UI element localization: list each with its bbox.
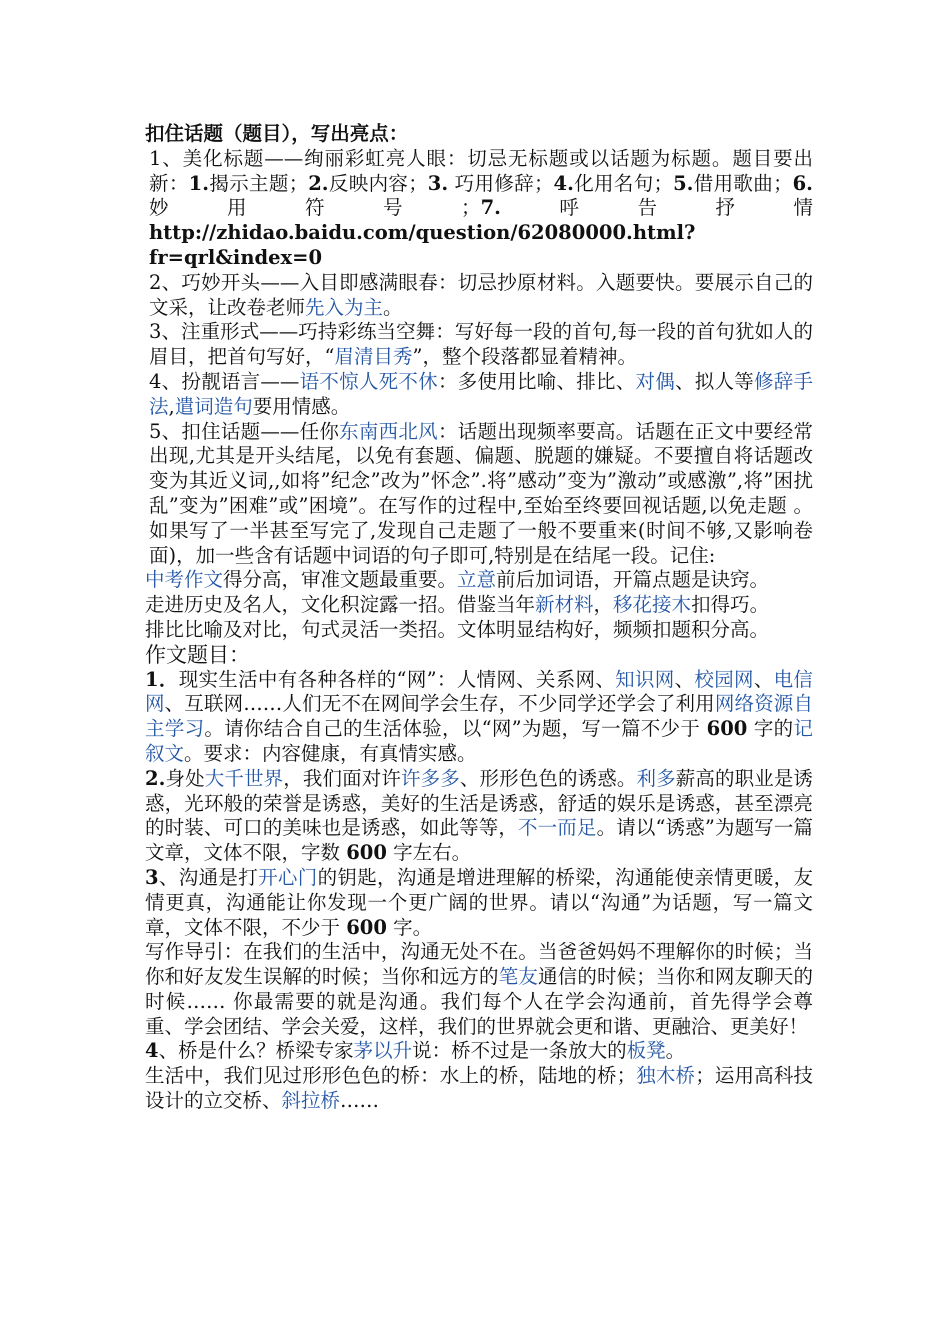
keyword-link[interactable]: 中考作文: [145, 568, 224, 592]
keyword-link[interactable]: 板凳: [626, 1039, 666, 1063]
text-run: 、互联网……人们无不在网间学会生存，不少同学还学会了利用: [164, 692, 715, 716]
text-run: 5、扣住话题——任你: [149, 419, 340, 443]
text-run: 得分高，审准文题最重要。: [223, 568, 458, 592]
keyword-link[interactable]: 东南西北风: [339, 419, 438, 443]
text-run: 3.: [427, 171, 449, 195]
keyword-link[interactable]: 独木桥: [636, 1064, 696, 1088]
paragraph: [145, 866, 813, 940]
paragraph: [145, 767, 813, 866]
paragraph: [145, 668, 813, 767]
text-run: 1．: [145, 667, 179, 691]
text-run: 、桥是什么？桥梁专家: [158, 1039, 354, 1063]
text-run: 反映内容；: [328, 171, 428, 195]
paragraph: [145, 122, 813, 147]
text-run: 6.: [792, 171, 813, 195]
paragraph: [145, 420, 813, 569]
keyword-link[interactable]: 立意: [457, 568, 497, 592]
keyword-link[interactable]: 眉清目秀: [334, 345, 413, 369]
paragraph: [145, 643, 813, 668]
paragraph: [145, 370, 813, 420]
text-run: 3、注重形式——巧持彩练当空舞：写好每一段的首句,每一段的首句犹如人的眉目，把首句写好，“: [149, 320, 813, 369]
text-run: 。要求：内容健康，有真情实感。: [184, 741, 477, 765]
text-run: 现实生活中有各种各样的“网”：人情网、关系网、: [178, 667, 616, 691]
text-run: 。: [665, 1039, 686, 1063]
text-run: 。: [383, 295, 403, 319]
text-run: ：多使用比喻、排比、: [437, 369, 636, 393]
text-run: 2.: [145, 766, 166, 790]
text-run: 7.: [480, 196, 501, 220]
text-run: 2、巧妙开头——入目即感满眼春：切忌抄原材料。入题要快。要展示自己的文采，让改卷老师: [149, 270, 813, 319]
text-run: 通信的时候；当你和网友聊天的时候…… 你最需要的就是沟通。我们每个人在学会沟通前，首先得学会尊重、学会团结、学会关爱，这样，我们的世界就会更和谐、更融洽、更美好！: [145, 965, 813, 1038]
text-run: 600: [346, 841, 387, 865]
text-run: 、沟通是打: [158, 865, 259, 889]
text-run: 借用歌曲；: [693, 171, 793, 195]
text-run: 巧用修辞；: [448, 171, 554, 195]
keyword-link[interactable]: 新材料: [535, 593, 594, 617]
text-run: 1.: [188, 171, 210, 195]
text-run: ”，整个段落都显着精神。: [412, 345, 637, 369]
keyword-link[interactable]: 移花接木: [613, 593, 692, 617]
text-run: 3: [145, 865, 159, 889]
text-run: 、形形色色的诱惑。: [459, 766, 637, 790]
text-run: ；运用高科技设计的立交桥、: [145, 1064, 813, 1113]
text-run: 600: [346, 915, 387, 939]
text-run: 。请你结合自己的生活体验，以“网”为题，写一篇不少于: [204, 717, 707, 741]
keyword-link[interactable]: 遣词造句: [174, 394, 253, 418]
text-run: 前后加词语，开篇点题是诀窍。: [496, 568, 770, 592]
text-run: 身处: [165, 766, 205, 790]
text-run: 化用名句；: [573, 171, 674, 195]
paragraph: [145, 320, 813, 370]
paragraph: [145, 147, 813, 271]
text-run: ，我们面对许: [283, 766, 401, 790]
keyword-link[interactable]: 许多多: [400, 766, 460, 790]
text-run: 、: [753, 667, 774, 691]
text-run: 扣得巧。: [691, 593, 770, 617]
paragraph: [145, 618, 813, 643]
keyword-link[interactable]: 斜拉桥: [281, 1089, 341, 1113]
text-run: 4: [145, 1039, 159, 1063]
text-run: 5.: [673, 171, 694, 195]
text-run: ，: [593, 593, 614, 617]
keyword-link[interactable]: 先入为主: [305, 295, 384, 319]
keyword-link[interactable]: 记叙文: [145, 717, 813, 765]
text-run: 妙用符号；: [149, 196, 481, 220]
paragraph: [145, 940, 813, 1039]
text-run: 写作导引：在我们的生活中，沟通无处不在。当爸爸妈妈不理解你的时候；当你和好友发生误解的时候；当你和远方的: [145, 940, 813, 989]
keyword-link[interactable]: 语不惊人死不休: [299, 369, 438, 393]
keyword-link[interactable]: 校园网: [694, 667, 754, 691]
text-run: http://zhidao.baidu.com/question/62080000.html?fr=qrl&index=0: [149, 221, 696, 269]
paragraph: [145, 568, 813, 593]
keyword-link[interactable]: 利多: [636, 766, 676, 790]
paragraph: [145, 1039, 813, 1064]
text-run: 扣住话题（题目），写出亮点：: [145, 122, 409, 145]
keyword-link[interactable]: 对偶: [635, 369, 675, 393]
text-run: 说：桥不过是一条放大的: [412, 1039, 627, 1063]
keyword-link[interactable]: 茅以升: [353, 1039, 413, 1063]
text-run: 薪高的职业是诱惑，光环般的荣誉是诱惑，美好的生活是诱惑，舒适的娱乐是诱惑，甚至漂亮的时装、可口的美味也是诱惑，如此等等，: [145, 766, 813, 840]
text-run: 的钥匙，沟通是增进理解的桥梁，沟通能使亲情更暖，友情更真，沟通能让你发现一个更广阔的世界。请以“沟通”为话题，写一篇文章，文体不限，不少于: [145, 865, 813, 939]
text-run: 1、美化标题——绚丽彩虹亮人眼：切忌无标题或以话题为标题。题目要出新：: [149, 146, 813, 195]
paragraph: [145, 593, 813, 618]
text-run: ：话题出现频率要高。话题在正文中要经常出现,尤其是开头结尾，以免有套题、偏题、脱题的嫌疑。不要擅自将话题改变为其近义词,,如将”纪念”改为”怀念”.将”感动”变为”激动”或感激”,将”困扰乱”变为”困难”或”困境”。在写作的过程中,至始至终要回视话题,以免走题 。如果写了一半甚至写完了,发现自己走题了一般不要重来(时间不够,又影响卷面)，加一些含有话题中词语的句子即可,特别是在结尾一段。记住:: [149, 419, 813, 567]
document-body: [145, 122, 813, 1114]
text-run: 字的: [747, 717, 794, 741]
keyword-link[interactable]: 不一而足: [518, 816, 597, 840]
text-run: 字左右。: [386, 841, 472, 865]
text-run: 4.: [553, 171, 574, 195]
text-run: 排比比喻及对比，句式灵活一类招。文体明显结构好，频频扣题积分高。: [145, 617, 770, 641]
text-run: 揭示主题；: [209, 171, 309, 195]
keyword-link[interactable]: 大千世界: [204, 766, 284, 790]
text-run: ,: [168, 394, 175, 418]
text-run: 生活中，我们见过形形色色的桥：水上的桥，陆地的桥；: [145, 1064, 637, 1088]
text-run: 作文题目：: [145, 642, 250, 667]
text-run: 字。: [386, 915, 433, 939]
paragraph: [145, 1064, 813, 1114]
keyword-link[interactable]: 笔友: [498, 965, 539, 989]
text-run: 、拟人等: [674, 369, 754, 393]
paragraph: [145, 271, 813, 321]
text-run: 走进历史及名人，文化积淀露一招。借鉴当年: [145, 593, 536, 617]
keyword-link[interactable]: 知识网: [615, 667, 675, 691]
text-run: 600: [706, 717, 748, 741]
text-run: 2.: [308, 171, 329, 195]
keyword-link[interactable]: 网络资源自主学习: [145, 692, 813, 741]
text-run: 、: [674, 667, 695, 691]
keyword-link[interactable]: 电信网: [145, 667, 813, 716]
text-run: 4、扮靓语言——: [149, 369, 300, 393]
keyword-link[interactable]: 修辞手法: [149, 369, 813, 418]
text-run: 呼告抒情: [500, 196, 813, 220]
text-run: ……: [340, 1089, 380, 1113]
keyword-link[interactable]: 开心门: [258, 865, 318, 889]
text-run: 。请以“诱惑”为题写一篇文章，文体不限，字数: [145, 816, 813, 865]
text-run: 要用情感。: [252, 394, 351, 418]
